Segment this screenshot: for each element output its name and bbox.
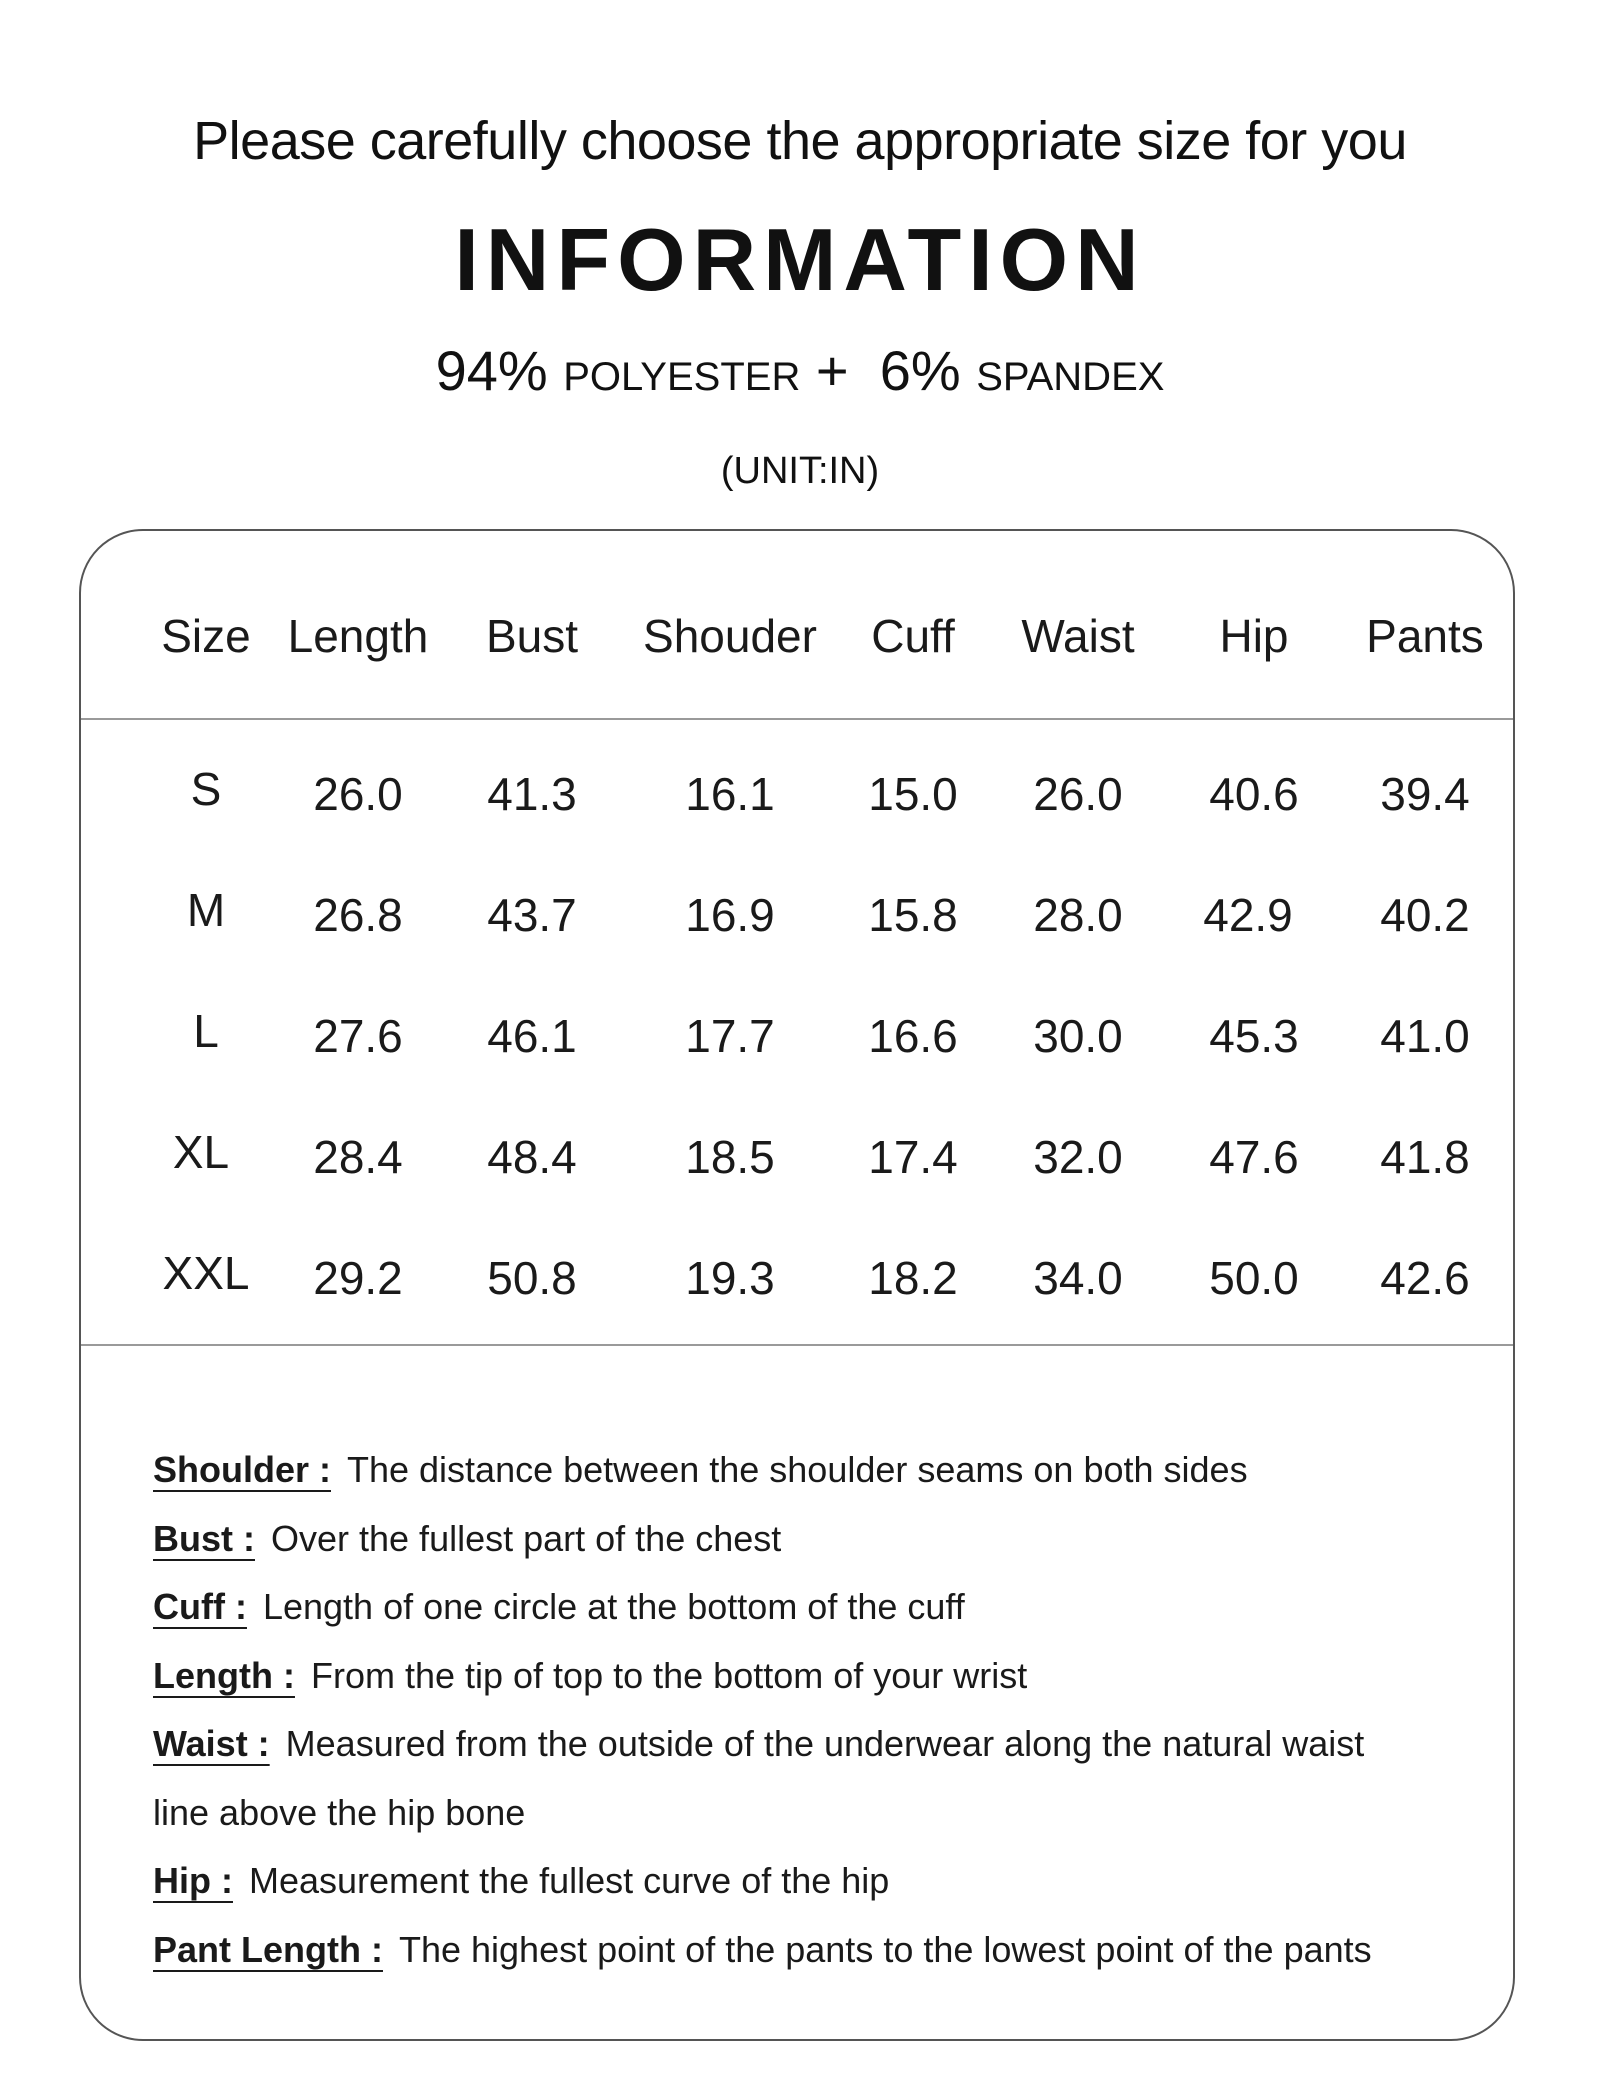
note-cuff <box>153 1573 1493 1642</box>
note-text: Measurement the fullest curve of the hip <box>248 1860 890 1901</box>
waist-cell: 28.0 <box>1033 889 1123 941</box>
spandex-percent: 6% <box>879 339 961 402</box>
size-cell: XXL <box>162 1247 250 1299</box>
note-text: line above the hip bone <box>153 1791 526 1833</box>
note-text: From the tip of top to the bottom of your wrist <box>310 1654 1028 1696</box>
column-header-shoulder: Shouder <box>643 610 817 662</box>
note-label: Shoulder : <box>153 1449 331 1490</box>
table-row <box>81 1248 1513 1308</box>
note-length <box>153 1642 1493 1711</box>
note-bust <box>153 1505 1493 1574</box>
information-title: INFORMATION <box>454 210 1146 309</box>
shoulder-cell: 18.5 <box>685 1131 775 1183</box>
table-row <box>81 764 1513 824</box>
shoulder-cell: 17.7 <box>685 1010 775 1062</box>
cuff-cell: 15.8 <box>868 889 958 941</box>
length-cell: 27.6 <box>313 1010 403 1062</box>
length-cell: 26.8 <box>313 889 403 941</box>
note-label: Length : <box>153 1654 295 1696</box>
note-waist-continued <box>153 1779 1493 1848</box>
unit-label: (UNIT:IN) <box>720 450 880 492</box>
note-hip <box>153 1847 1493 1916</box>
waist-cell: 26.0 <box>1033 768 1123 820</box>
shoulder-cell: 16.1 <box>685 768 775 820</box>
cuff-cell: 16.6 <box>868 1010 958 1062</box>
length-cell: 29.2 <box>313 1252 403 1304</box>
plus-sign: + <box>815 339 849 402</box>
note-label: Pant Length : <box>153 1928 383 1970</box>
note-label: Hip : <box>153 1860 233 1901</box>
note-label: Waist : <box>153 1723 270 1764</box>
note-waist <box>153 1710 1493 1779</box>
shoulder-cell: 16.9 <box>685 889 775 941</box>
size-cell: XL <box>172 1126 230 1178</box>
note-text: The distance between the shoulder seams on both sides <box>347 1449 1248 1490</box>
bust-cell: 43.7 <box>487 889 577 941</box>
hip-cell: 40.6 <box>1209 768 1299 820</box>
column-header-waist: Waist <box>1021 610 1135 662</box>
page-headline: Please carefully choose the appropriate size for you <box>193 111 1407 171</box>
hip-cell: 42.9 <box>1203 889 1293 941</box>
bust-cell: 46.1 <box>487 1010 577 1062</box>
bust-cell: 48.4 <box>487 1131 577 1183</box>
note-pant-length <box>153 1916 1493 1985</box>
fabric-composition <box>0 336 1600 412</box>
column-header-hip: Hip <box>1219 610 1289 662</box>
waist-cell: 34.0 <box>1033 1252 1123 1304</box>
length-cell: 28.4 <box>313 1131 403 1183</box>
column-header-bust: Bust <box>485 610 579 662</box>
shoulder-cell: 19.3 <box>685 1252 775 1304</box>
note-text: Measured from the outside of the underwear along the natural waist <box>285 1723 1365 1764</box>
hip-cell: 47.6 <box>1209 1131 1299 1183</box>
note-label: Bust : <box>153 1517 255 1559</box>
pants-cell: 41.8 <box>1380 1131 1470 1183</box>
note-shoulder <box>153 1436 1493 1505</box>
table-row <box>81 1006 1513 1066</box>
waist-cell: 30.0 <box>1033 1010 1123 1062</box>
note-text: Over the fullest part of the chest <box>271 1517 782 1559</box>
bust-cell: 41.3 <box>487 768 577 820</box>
measurement-guide <box>153 1436 1493 1984</box>
hip-cell: 50.0 <box>1209 1252 1299 1304</box>
table-row <box>81 885 1513 945</box>
table-row <box>81 1127 1513 1187</box>
length-cell: 26.0 <box>313 768 403 820</box>
spandex-label: SPANDEX <box>976 355 1165 399</box>
size-chart-panel <box>79 529 1515 2041</box>
hip-cell: 45.3 <box>1209 1010 1299 1062</box>
note-text: Length of one circle at the bottom of the cuff <box>262 1586 965 1627</box>
table-bottom-divider <box>81 1344 1513 1346</box>
cuff-cell: 18.2 <box>868 1252 958 1304</box>
table-header-divider <box>81 718 1513 720</box>
column-header-cuff: Cuff <box>871 610 955 662</box>
pants-cell: 42.6 <box>1380 1252 1470 1304</box>
column-header-size: Size <box>161 610 251 662</box>
cuff-cell: 15.0 <box>868 768 958 820</box>
column-header-pants: Pants <box>1366 610 1484 662</box>
column-header-length: Length <box>287 610 429 662</box>
size-cell: M <box>186 884 226 936</box>
pants-cell: 39.4 <box>1380 768 1470 820</box>
waist-cell: 32.0 <box>1033 1131 1123 1183</box>
polyester-label: POLYESTER <box>563 355 801 399</box>
note-text: The highest point of the pants to the lowest point of the pants <box>398 1928 1372 1970</box>
size-cell: L <box>193 1005 219 1057</box>
polyester-percent: 94% <box>435 339 548 402</box>
note-label: Cuff : <box>153 1586 247 1627</box>
cuff-cell: 17.4 <box>868 1131 958 1183</box>
bust-cell: 50.8 <box>487 1252 577 1304</box>
pants-cell: 40.2 <box>1380 889 1470 941</box>
pants-cell: 41.0 <box>1380 1010 1470 1062</box>
size-cell: S <box>190 763 222 815</box>
